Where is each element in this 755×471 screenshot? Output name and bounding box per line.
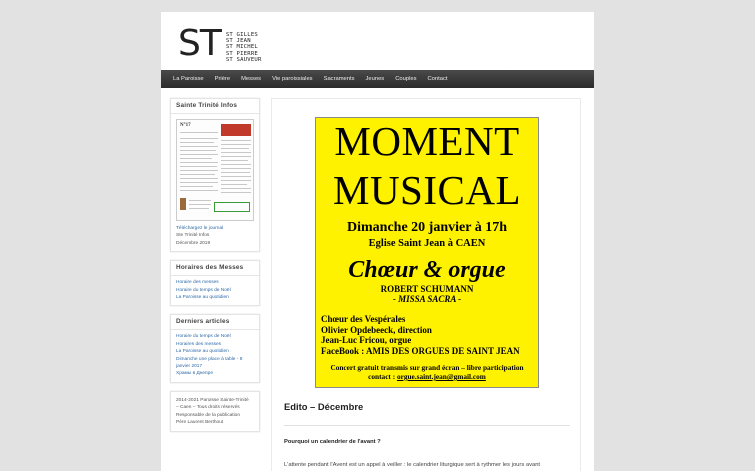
post-paragraph: L'attente pendant l'Avent est un appel à veiller : le calendrier liturgique sert à rythmer les jours avant xyxy=(284,462,541,468)
poster-title: MOMENT xyxy=(334,118,520,164)
poster-title: MUSICAL xyxy=(332,167,522,213)
journal-date: Décembre 2019 xyxy=(176,240,211,246)
widget-horaires xyxy=(170,260,260,306)
nav-item-vie-paroissiales[interactable]: Vie paroissiales xyxy=(272,76,313,82)
poster-contact-email: orgue.saint.jean@gmail.com xyxy=(396,372,486,381)
logo-name: ST JEAN xyxy=(225,38,251,45)
site-logo[interactable] xyxy=(178,22,262,70)
nav-item-sacraments[interactable]: Sacraments xyxy=(323,76,355,82)
poster-footer-line: Concert gratuit transmis sur grand écran – libre participation xyxy=(330,363,524,372)
journal-image xyxy=(221,124,251,136)
article-link[interactable]: La Paroisse au quotidien xyxy=(176,349,229,355)
nav-item-couples[interactable]: Couples xyxy=(395,76,417,82)
poster-venue: Eglise Saint Jean à CAEN xyxy=(368,238,486,249)
article-link[interactable]: Dimanche une place à table - 8 xyxy=(176,356,243,362)
poster-contact-label: contact : xyxy=(368,372,397,381)
horaires-link[interactable]: Horaire des messes xyxy=(176,280,219,286)
article-link[interactable]: Храмы в Днепре xyxy=(176,371,213,377)
article-link[interactable]: janvier 2017 xyxy=(176,364,203,370)
widget-title: Derniers articles xyxy=(171,315,259,330)
poster-choir-heading: Chœur & orgue xyxy=(348,257,506,283)
nav-item-priere[interactable]: Prière xyxy=(214,76,231,82)
publication-line: Père Laurent Berthout xyxy=(176,420,224,426)
poster-composer: ROBERT SCHUMANN xyxy=(380,284,474,294)
poster-performer-line: Olivier Opdebeeck, direction xyxy=(321,324,432,335)
poster-performer-line: Jean-Luc Fricou, orgue xyxy=(321,335,412,345)
poster-performers xyxy=(316,314,538,356)
article-link[interactable]: Horaire du temps de Noël xyxy=(176,334,231,340)
poster-footer xyxy=(316,363,538,381)
nav-item-jeunes[interactable]: Jeunes xyxy=(365,76,385,82)
post-subheading: Pourquoi un calendrier de l'avant ? xyxy=(284,439,381,445)
poster-date: Dimanche 20 janvier à 17h xyxy=(347,220,507,235)
journal-name: Ste Trinité Infos xyxy=(176,233,210,239)
journal-box xyxy=(214,202,250,212)
main-navigation xyxy=(161,70,594,88)
concert-poster[interactable] xyxy=(315,117,539,388)
nav-item-messes[interactable]: Messes xyxy=(241,76,262,82)
poster-work: - MISSA SACRA - xyxy=(392,294,462,304)
widget-title: Horaires des Messes xyxy=(171,261,259,276)
widget-infos xyxy=(170,98,260,252)
journal-issue-number: N°17 xyxy=(180,123,191,128)
copyright-line: – Caen – Tous droits réservés xyxy=(176,405,240,411)
widget-title: Sainte Trinité Infos xyxy=(171,99,259,114)
poster-contact xyxy=(316,372,538,381)
logo-parish-names xyxy=(226,32,262,63)
page-container xyxy=(161,12,594,471)
logo-name: ST MICHEL xyxy=(225,44,258,51)
logo-name: ST GILLES xyxy=(225,32,258,38)
logo-mark: ST xyxy=(178,23,221,64)
nav-item-la-paroisse[interactable]: La Paroisse xyxy=(173,76,204,82)
journal-thumbnail[interactable] xyxy=(176,119,254,221)
horaires-link[interactable]: La Paroisse au quotidien xyxy=(176,295,229,301)
nav-item-contact[interactable]: Contact xyxy=(427,76,448,82)
widget-recent-articles xyxy=(170,314,260,382)
sidebar xyxy=(170,98,260,440)
horaires-link[interactable]: Horaire du temps de Noël xyxy=(176,287,231,293)
download-journal-link[interactable]: Téléchargez le journal xyxy=(176,226,224,231)
publication-line: Responsable de la publication xyxy=(176,412,241,418)
article-link[interactable]: Horaires des messes xyxy=(176,341,222,347)
post-title[interactable]: Edito – Décembre xyxy=(284,401,364,412)
main-content xyxy=(271,98,581,471)
copyright-line: 2014-2021 Paroisse Sainte-Trinité xyxy=(176,397,249,403)
divider xyxy=(284,425,570,426)
logo-name: ST SAUVEUR xyxy=(225,56,262,63)
journal-image xyxy=(180,198,186,210)
poster-performer-line: Chœur des Vespérales xyxy=(321,314,406,324)
poster-performer-line: FaceBook : AMIS DES ORGUES DE SAINT JEAN xyxy=(321,345,520,356)
logo-name: ST PIERRE xyxy=(225,50,258,57)
widget-footer-info xyxy=(170,391,260,432)
